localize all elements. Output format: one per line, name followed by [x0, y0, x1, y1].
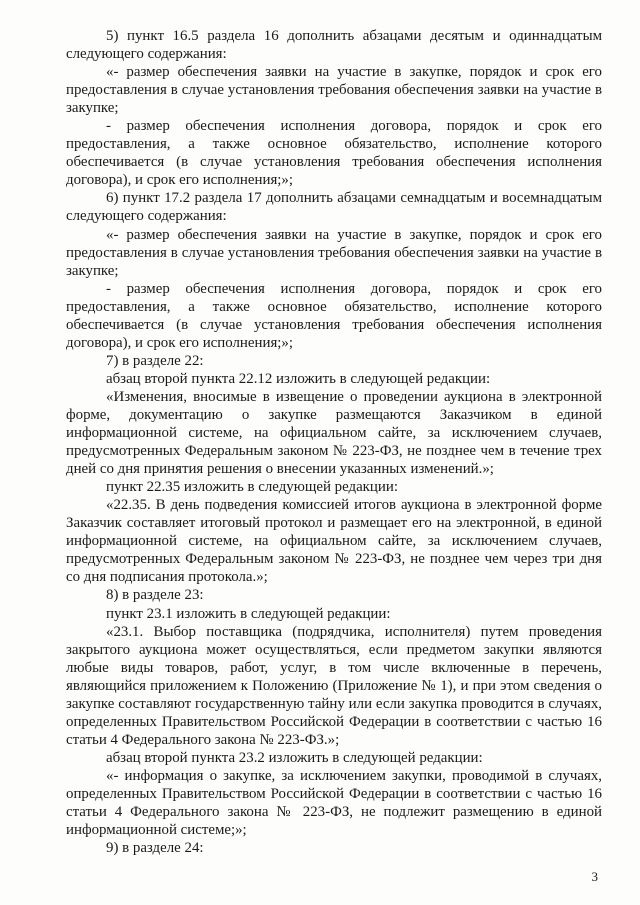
paragraph-item-6: 6) пункт 17.2 раздела 17 дополнить абзацами семнадцатым и восемнадцатым следующего содержания: — [66, 190, 602, 225]
quoted-paragraph: - размер обеспечения исполнения договора, порядок и срок его предоставления, а также основное обязательство, исполнение которого обеспечивается (в случае установления требования обеспечения исполнения договора), и срок его исполнения;»; — [66, 280, 602, 351]
quoted-paragraph: «- информация о закупке, за исключением закупки, проводимой в случаях, определенных Правительством Российской Федерации в соответствии с частью 16 статьи 4 Федерального закона № 223-ФЗ, не подлежит размещению в единой информационной системе;»; — [66, 767, 602, 839]
instruction-paragraph: пункт 23.1 изложить в следующей редакции: — [106, 605, 391, 622]
paragraph-item-5: 5) пункт 16.5 раздела 16 дополнить абзацами десятым и одиннадцатым следующего содержания: — [66, 28, 602, 63]
quoted-paragraph: «Изменения, вносимые в извещение о проведении аукциона в электронной форме, документацию о закупке размещаются Заказчиком в единой информационной системе, на официальном сайте, за исключением случаев, предусмотренных Федеральным законом № 223-ФЗ, не позднее чем в течение трех дней со дня принятия решения о внесении указанных изменений.»; — [66, 388, 602, 478]
paragraph-item-7: 7) в разделе 22: — [106, 352, 204, 369]
instruction-paragraph: пункт 22.35 изложить в следующей редакции: — [106, 479, 398, 496]
quoted-paragraph: «- размер обеспечения заявки на участие в закупке, порядок и срок его предоставления в случае установления требования обеспечения заявки на участие в закупке; — [66, 64, 602, 117]
instruction-paragraph: абзац второй пункта 22.12 изложить в следующей редакции: — [106, 370, 491, 387]
page-number: 3 — [591, 869, 598, 884]
paragraph-item-9: 9) в разделе 24: — [106, 840, 204, 857]
quoted-paragraph: - размер обеспечения исполнения договора, порядок и срок его предоставления, а также основное обязательство, исполнение которого обеспечивается (в случае установления требования обеспечения исполнения договора), и срок его исполнения;»; — [66, 118, 602, 189]
instruction-paragraph: абзац второй пункта 23.2 изложить в следующей редакции: — [106, 749, 483, 766]
paragraph-item-8: 8) в разделе 23: — [106, 587, 204, 604]
quoted-paragraph: «23.1. Выбор поставщика (подрядчика, исполнителя) путем проведения закрытого аукциона может осуществляться, если предметом закупки являются любые виды товаров, работ, услуг, в том числе включенные в перечень, являющийся приложением к Положению (Приложение № 1), и при этом сведения о закупке составляют государственную тайну или если закупка проводится в случаях, определенных Правительством Российской Федерации в соответствии с частью 16 статьи 4 Федерального закона № 223-ФЗ.»; — [66, 623, 602, 748]
quoted-paragraph: «22.35. В день подведения комиссией итогов аукциона в электронной форме Заказчик составляет итоговый протокол и размещает его на электронной, в единой информационной системе, на официальном сайте, за исключением случаев, предусмотренных Федеральным законом № 223-ФЗ, не позднее чем через три дня со дня подписания протокола.»; — [66, 497, 602, 586]
quoted-paragraph: «- размер обеспечения заявки на участие в закупке, порядок и срок его предоставления в случае установления требования обеспечения заявки на участие в закупке; — [66, 226, 602, 279]
document-body — [66, 27, 602, 857]
